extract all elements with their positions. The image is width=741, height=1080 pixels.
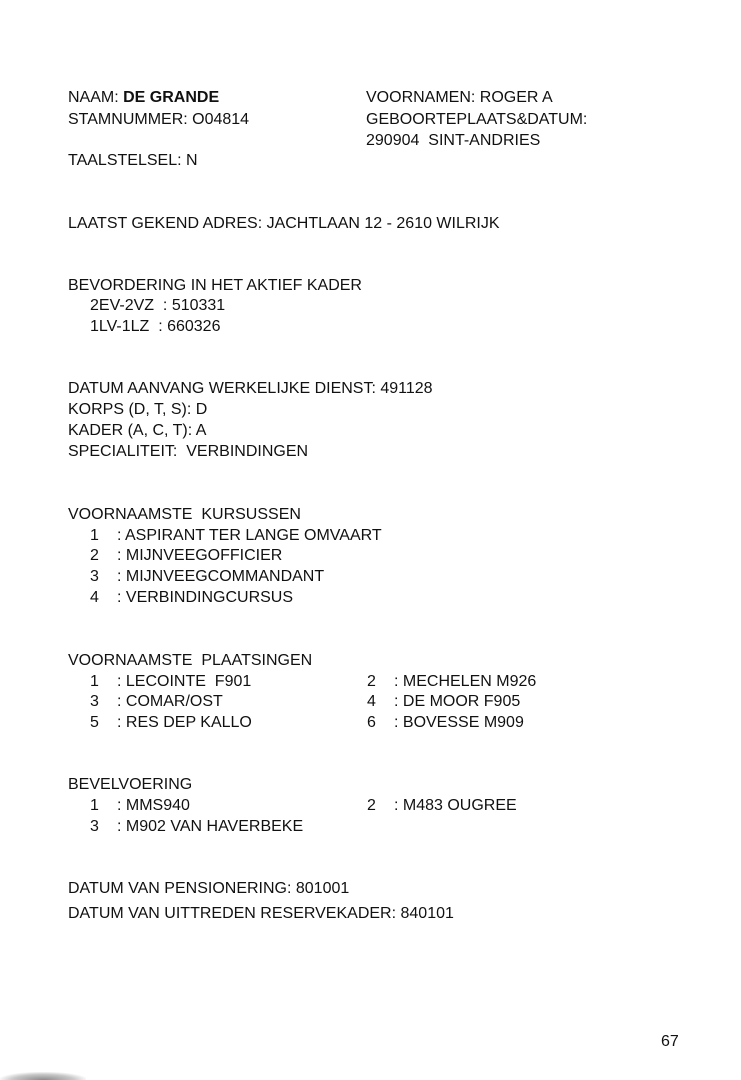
bevordering-item: 2EV-2VZ : 510331: [90, 297, 226, 314]
bevel-number: 1: [90, 797, 99, 814]
plaatsing-text: : COMAR/OST: [117, 693, 223, 710]
kursus-text: : ASPIRANT TER LANGE OMVAART: [117, 527, 382, 544]
stamnummer: STAMNUMMER: O04814: [68, 111, 250, 128]
kader: KADER (A, C, T): A: [68, 422, 207, 439]
bevel-text: : M902 VAN HAVERBEKE: [117, 818, 304, 835]
laatst-gekend-adres: LAATST GEKEND ADRES: JACHTLAAN 12 - 2610 WILRIJK: [68, 215, 500, 232]
naam-value: DE GRANDE: [123, 89, 220, 106]
bevordering-title: BEVORDERING IN HET AKTIEF KADER: [68, 277, 362, 294]
plaatsingen-title: VOORNAAMSTE PLAATSINGEN: [68, 652, 313, 669]
geboorte-value: 290904 SINT-ANDRIES: [366, 132, 541, 149]
scan-smudge: [0, 1072, 86, 1080]
plaatsing-text: : DE MOOR F905: [394, 693, 521, 710]
plaatsing-number: 5: [90, 714, 99, 731]
plaatsing-text: : BOVESSE M909: [394, 714, 524, 731]
plaatsing-text: : LECOINTE F901: [117, 673, 252, 690]
kursus-text: : MIJNVEEGOFFICIER: [117, 547, 283, 564]
kursus-number: 3: [90, 568, 99, 585]
bevel-number: 3: [90, 818, 99, 835]
bevel-text: : MMS940: [117, 797, 190, 814]
kursus-text: : MIJNVEEGCOMMANDANT: [117, 568, 325, 585]
bevel-text: : M483 OUGREE: [394, 797, 517, 814]
voornamen: VOORNAMEN: ROGER A: [366, 89, 553, 106]
bevordering-item: 1LV-1LZ : 660326: [90, 318, 221, 335]
plaatsing-number: 4: [367, 693, 376, 710]
plaatsing-text: : RES DEP KALLO: [117, 714, 252, 731]
geboorte-label: GEBOORTEPLAATS&DATUM:: [366, 111, 588, 128]
naam-line: [68, 88, 219, 108]
kursus-number: 2: [90, 547, 99, 564]
datum-pensionering: DATUM VAN PENSIONERING: 801001: [68, 880, 350, 897]
bevel-number: 2: [367, 797, 376, 814]
naam-label: NAAM:: [68, 89, 124, 106]
bevelvoering-title: BEVELVOERING: [68, 776, 193, 793]
kursussen-title: VOORNAAMSTE KURSUSSEN: [68, 506, 301, 523]
plaatsing-text: : MECHELEN M926: [394, 673, 537, 690]
kursus-number: 4: [90, 589, 99, 606]
korps: KORPS (D, T, S): D: [68, 401, 208, 418]
plaatsing-number: 6: [367, 714, 376, 731]
kursus-text: : VERBINDINGCURSUS: [117, 589, 294, 606]
plaatsing-number: 3: [90, 693, 99, 710]
datum-uittreden: DATUM VAN UITTREDEN RESERVEKADER: 840101: [68, 905, 454, 922]
page-number: 67: [661, 1033, 679, 1050]
plaatsing-number: 1: [90, 673, 99, 690]
datum-aanvang-dienst: DATUM AANVANG WERKELIJKE DIENST: 491128: [68, 380, 433, 397]
taalstelsel: TAALSTELSEL: N: [68, 152, 198, 169]
kursus-number: 1: [90, 527, 99, 544]
specialiteit: SPECIALITEIT: VERBINDINGEN: [68, 443, 309, 460]
plaatsing-number: 2: [367, 673, 376, 690]
